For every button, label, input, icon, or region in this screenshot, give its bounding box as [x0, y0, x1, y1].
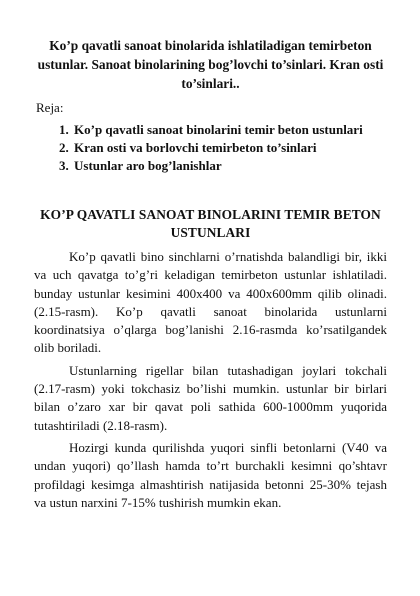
body-paragraph: Ustunlarning rigellar bilan tutashadigan joylari tokchali (2.17-rasm) yoki tokchasiz bo’lishi mumkin. ustunlar bir birlari bilan o’zaro xar bir qavat poli sathida 600-1000mm yuqorida tutashtiriladi (2.18-rasm). [34, 362, 387, 433]
body-paragraph: Hozirgi kunda qurilishda yuqori sinfli betonlarni (V40 va undan yuqori) qo’llash hamda to’rt burchakli kesimni qo’shtavr profildagi kesimga almashtirish natijasida betonni 25-30% tejash va ustun narxini 7-15% tushirish mumkin ekan. [34, 439, 387, 510]
body-paragraph: Ko’p qavatli bino sinchlarni o’rnatishda balandligi bir, ikki va uch qavatga to’g’ri keladigan temirbeton ustunlar ishlatiladi. bunday ustunlar kesimini 400x400 va 400x600mm qilib olinadi. (2.15-rasm). Ko’p qavatli sanoat binolarida ustunlarni koordinatsiya o’qlarga bog’lanishi 2.16-rasmda ko’rsatilgandek olib boriladi. [34, 249, 387, 356]
plan-label: Reja: [36, 100, 64, 115]
document-title: Ko’p qavatli sanoat binolarida ishlatiladigan temirbeton ustunlar. Sanoat binolarining bog’lovchi to’sinlari. Kran osti to’sinlari.. [37, 38, 384, 91]
plan-list [34, 121, 387, 175]
plan-item: 2. Kran osti va borlovchi temirbeton to’sinlari [72, 139, 387, 157]
plan-item: 3. Ustunlar aro bog’lanishlar [72, 157, 387, 175]
section-heading: KO’P QAVATLI SANOAT BINOLARINI TEMIR BETON USTUNLARI [40, 207, 381, 240]
plan-item: 1. Ko’p qavatli sanoat binolarini temir beton ustunlari [72, 121, 387, 139]
